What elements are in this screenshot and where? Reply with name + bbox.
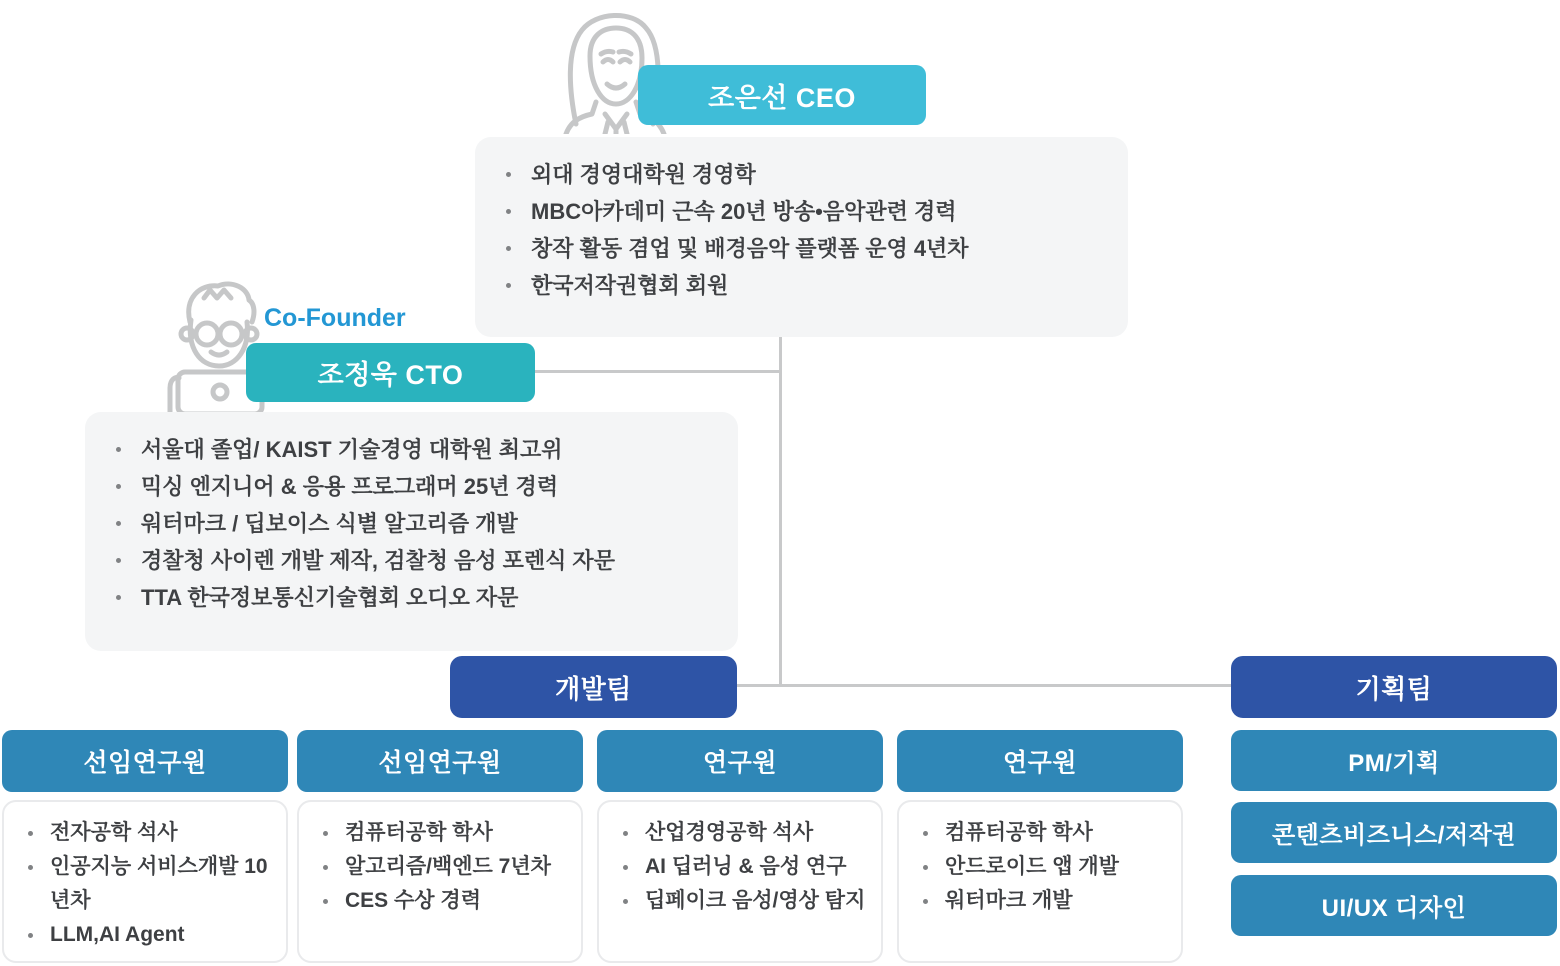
dev-member-bullet: 컴퓨터공학 학사 <box>317 816 569 850</box>
ceo-bullet: 외대 경영대학원 경영학 <box>497 156 1108 193</box>
dev-member-bullet: AI 딥러닝 & 음성 연구 <box>617 850 869 884</box>
dev-member-card <box>2 800 288 963</box>
dev-member-bullet: 컴퓨터공학 학사 <box>917 816 1169 850</box>
connector-cto <box>534 370 782 373</box>
cto-bullet: 서울대 졸업/ KAIST 기술경영 대학원 최고위 <box>107 431 718 468</box>
dev-member-role: 선임연구원 <box>378 749 502 777</box>
dev-member-bullet: 워터마크 개발 <box>917 884 1169 918</box>
dev-team-label: 개발팀 <box>555 673 632 704</box>
dev-member-role-button <box>297 730 583 792</box>
dev-member-bullet: 전자공학 석사 <box>22 816 274 850</box>
ceo-bullet: MBC아카데미 근속 20년 방송•음악관련 경력 <box>497 193 1108 230</box>
dev-member-role-button <box>597 730 883 792</box>
dev-member-role-button <box>2 730 288 792</box>
dev-member-bullet-list <box>22 816 274 952</box>
plan-role-button <box>1231 802 1557 863</box>
ceo-node-button <box>638 65 926 125</box>
plan-role: UI/UX 디자인 <box>1321 895 1467 922</box>
dev-team-node <box>450 656 737 718</box>
ceo-bullet-list <box>497 156 1108 304</box>
dev-member-bullet: 인공지능 서비스개발 10년차 <box>22 850 274 918</box>
plan-team-label: 기획팀 <box>1355 673 1433 704</box>
dev-member-role-button <box>897 730 1183 792</box>
dev-member-bullet-list <box>317 816 569 918</box>
connector-teams <box>736 684 1232 687</box>
plan-role: PM/기획 <box>1348 750 1440 777</box>
plan-role-button <box>1231 875 1557 936</box>
dev-member-bullet: LLM,AI Agent <box>22 918 274 952</box>
ceo-bullet: 창작 활동 겸업 및 배경음악 플랫폼 운영 4년차 <box>497 230 1108 267</box>
cto-bullet: 워터마크 / 딥보이스 식별 알고리즘 개발 <box>107 505 718 542</box>
dev-member-role: 연구원 <box>703 749 777 777</box>
dev-member-card <box>297 800 583 963</box>
cto-bullet: TTA 한국정보통신기술협회 오디오 자문 <box>107 579 718 616</box>
ceo-profile-card <box>475 137 1128 337</box>
dev-member-role: 연구원 <box>1003 749 1077 777</box>
ceo-name: 조은선 CEO <box>708 82 856 113</box>
dev-member-bullet: 알고리즘/백엔드 7년차 <box>317 850 569 884</box>
dev-member-bullet: CES 수상 경력 <box>317 884 569 918</box>
cto-bullet: 경찰청 사이렌 개발 제작, 검찰청 음성 포렌식 자문 <box>107 542 718 579</box>
dev-member-bullet: 딥페이크 음성/영상 탐지 <box>617 884 869 918</box>
dev-member-bullet: 안드로이드 앱 개발 <box>917 850 1169 884</box>
cto-node-button <box>246 343 535 402</box>
cto-name: 조정욱 CTO <box>317 360 464 390</box>
plan-role-button <box>1231 730 1557 791</box>
cto-bullet-list <box>107 431 718 616</box>
plan-role: 콘텐츠비즈니스/저작권 <box>1271 822 1516 849</box>
plan-team-node <box>1231 656 1557 718</box>
dev-member-bullet-list <box>917 816 1169 918</box>
dev-member-bullet: 산업경영공학 석사 <box>617 816 869 850</box>
cto-bullet: 믹싱 엔지니어 & 응용 프로그래머 25년 경력 <box>107 468 718 505</box>
dev-member-card <box>897 800 1183 963</box>
cofounder-label: Co-Founder <box>264 304 406 332</box>
dev-member-card <box>597 800 883 963</box>
dev-member-role: 선임연구원 <box>83 749 207 777</box>
cto-profile-card <box>85 412 738 651</box>
dev-member-bullet-list <box>617 816 869 918</box>
ceo-bullet: 한국저작권협회 회원 <box>497 267 1108 304</box>
